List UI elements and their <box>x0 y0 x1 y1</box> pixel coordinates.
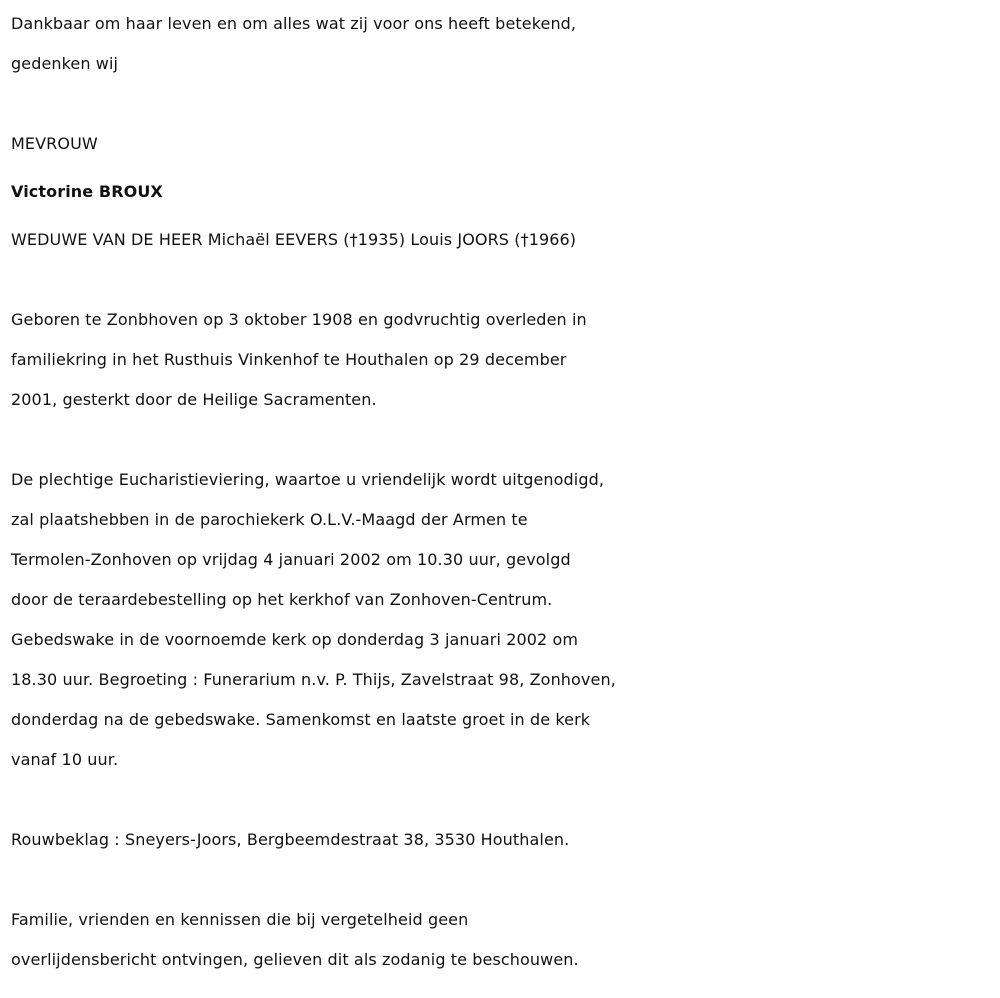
ceremony-line: vanaf 10 uur. <box>11 750 119 769</box>
ceremony-line: Termolen-Zonhoven op vrijdag 4 januari 2002 om 10.30 uur, gevolgd <box>11 550 571 569</box>
ceremony-line: donderdag na de gebedswake. Samenkomst en laatste groet in de kerk <box>11 710 591 729</box>
honorific: MEVROUW <box>11 134 98 153</box>
paragraph-gap <box>11 84 996 124</box>
paragraph-gap <box>11 420 996 460</box>
closing-paragraph <box>11 900 996 980</box>
intro-paragraph <box>11 4 996 84</box>
paragraph-gap <box>11 260 996 300</box>
ceremony-line: 18.30 uur. Begroeting : Funerarium n.v. P. Thijs, Zavelstraat 98, Zonhoven, <box>11 670 616 689</box>
mourning-paragraph <box>11 820 996 860</box>
mourning-line: Rouwbeklag : Sneyers-Joors, Bergbeemdestraat 38, 3530 Houthalen. <box>11 830 570 849</box>
intro-line: Dankbaar om haar leven en om alles wat zij voor ons heeft betekend, <box>11 14 577 33</box>
deceased-name: Victorine BROUX <box>11 182 163 201</box>
birth-death-line: familiekring in het Rusthuis Vinkenhof te Houthalen op 29 december <box>11 350 567 369</box>
paragraph-gap <box>11 780 996 820</box>
ceremony-line: door de teraardebestelling op het kerkhof van Zonhoven-Centrum. <box>11 590 553 609</box>
deceased-block <box>11 124 996 260</box>
ceremony-line: Gebedswake in de voornoemde kerk op donderdag 3 januari 2002 om <box>11 630 579 649</box>
closing-line: overlijdensbericht ontvingen, gelieven dit als zodanig te beschouwen. <box>11 950 579 969</box>
widow-of-line: WEDUWE VAN DE HEER Michaël EEVERS (†1935) Louis JOORS (†1966) <box>11 230 577 249</box>
birth-death-line: 2001, gesterkt door de Heilige Sacramenten. <box>11 390 377 409</box>
paragraph-gap <box>11 860 996 900</box>
closing-line: Familie, vrienden en kennissen die bij vergetelheid geen <box>11 910 469 929</box>
ceremony-line: zal plaatshebben in de parochiekerk O.L.V.-Maagd der Armen te <box>11 510 528 529</box>
obituary-document <box>11 4 996 980</box>
intro-line: gedenken wij <box>11 54 119 73</box>
ceremony-paragraph <box>11 460 996 780</box>
birth-death-paragraph <box>11 300 996 420</box>
birth-death-line: Geboren te Zonbhoven op 3 oktober 1908 en godvruchtig overleden in <box>11 310 587 329</box>
ceremony-line: De plechtige Eucharistieviering, waartoe u vriendelijk wordt uitgenodigd, <box>11 470 605 489</box>
